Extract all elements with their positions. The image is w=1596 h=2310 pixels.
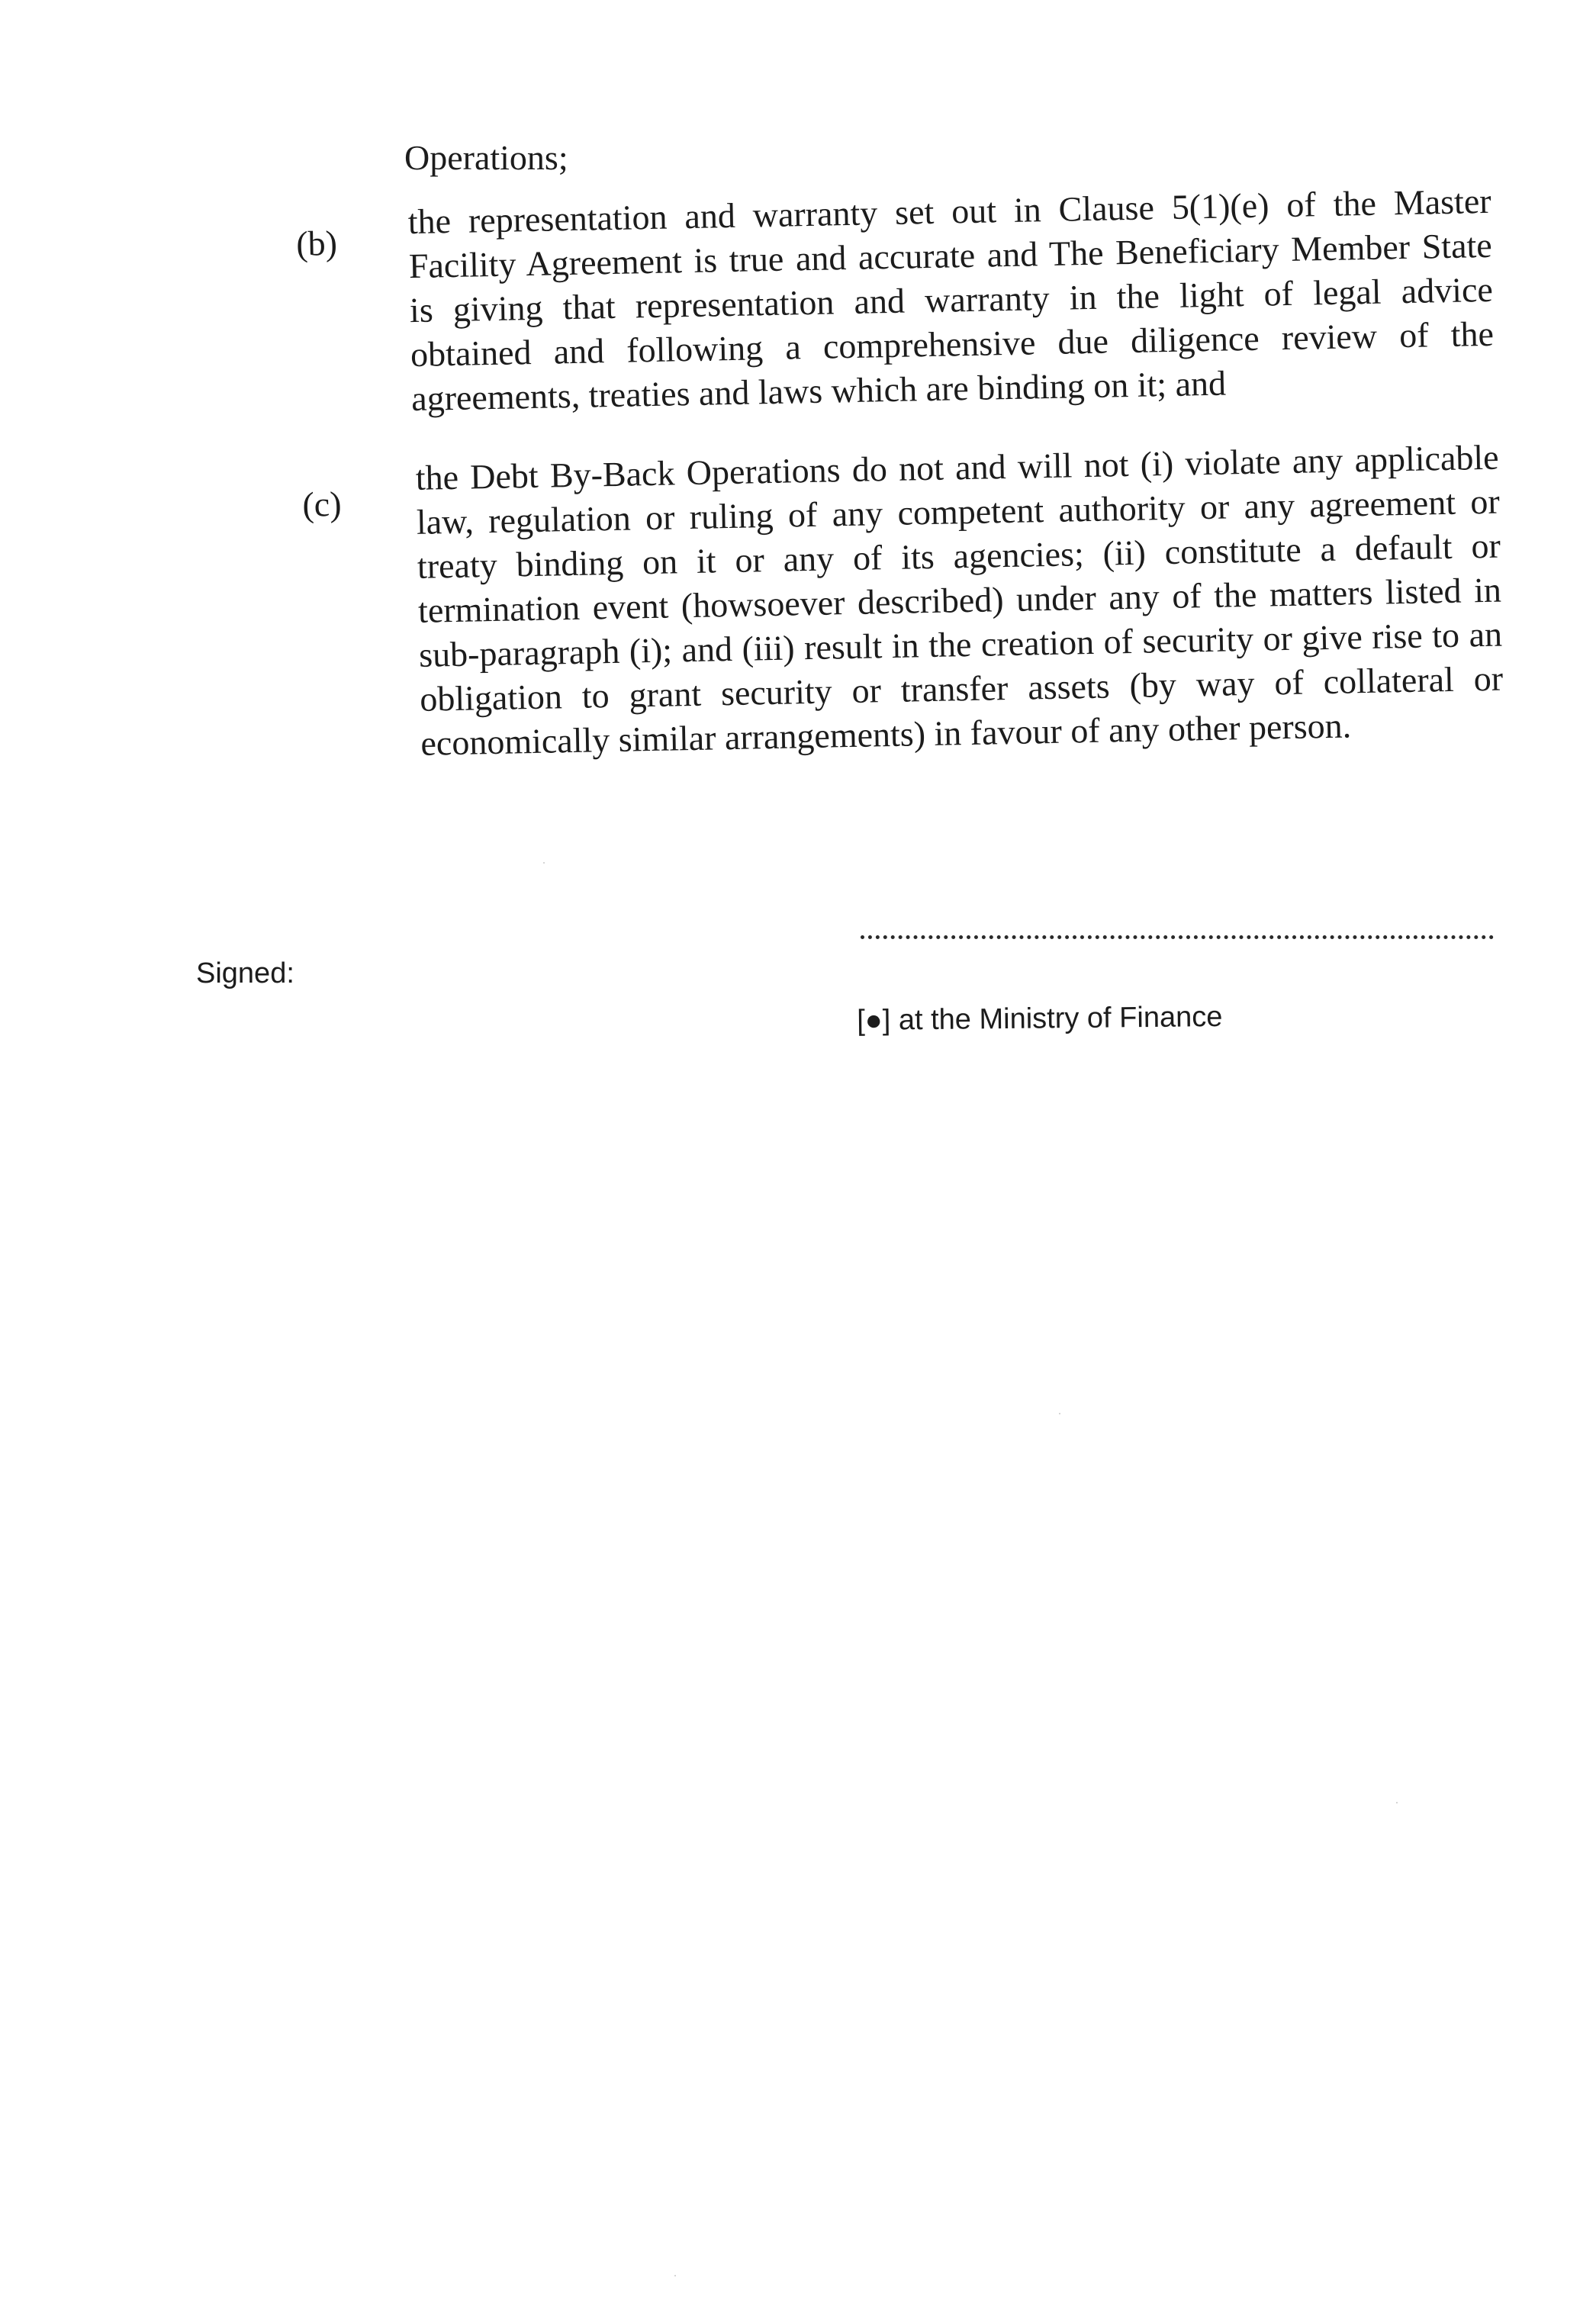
clause-label: (b) [295,223,338,263]
clause-text: the representation and warranty set out in Clause 5(1)(e) of the Master Facility Agreement is true and accurate and The Beneficiary Member State is giving that representation and warranty in the light of legal advice obtained and following a comprehensive due diligence review of the agreements, treaties and laws which are binding on it; and [407,181,1495,419]
signed-label: Signed: [196,957,294,989]
clause-b [0,177,1595,419]
scan-speck [543,862,545,864]
scan-speck [1396,1802,1398,1803]
signature-line [861,935,1494,939]
continuation-text: Operations; [404,138,568,177]
scan-speck [1059,1413,1060,1414]
clause-text: the Debt By-Back Operations do not and will not (i) violate any applicable law, regulation or ruling of any competent authority or any agreement or treaty binding on it or any of its agencies; (ii) constitute a default or termination event (howsoever described) under any of the matters listed in sub-paragraph (i); and (iii) result in the creation of security or give rise to an obligation to grant security or transfer assets (by way of collateral or economically similar arrangements) in favour of any other person. [415,437,1504,763]
scan-speck [674,2275,676,2276]
signatory-line: [●] at the Ministry of Finance [857,1000,1223,1037]
clause-label: (c) [301,484,342,524]
clause-c [0,433,1595,763]
